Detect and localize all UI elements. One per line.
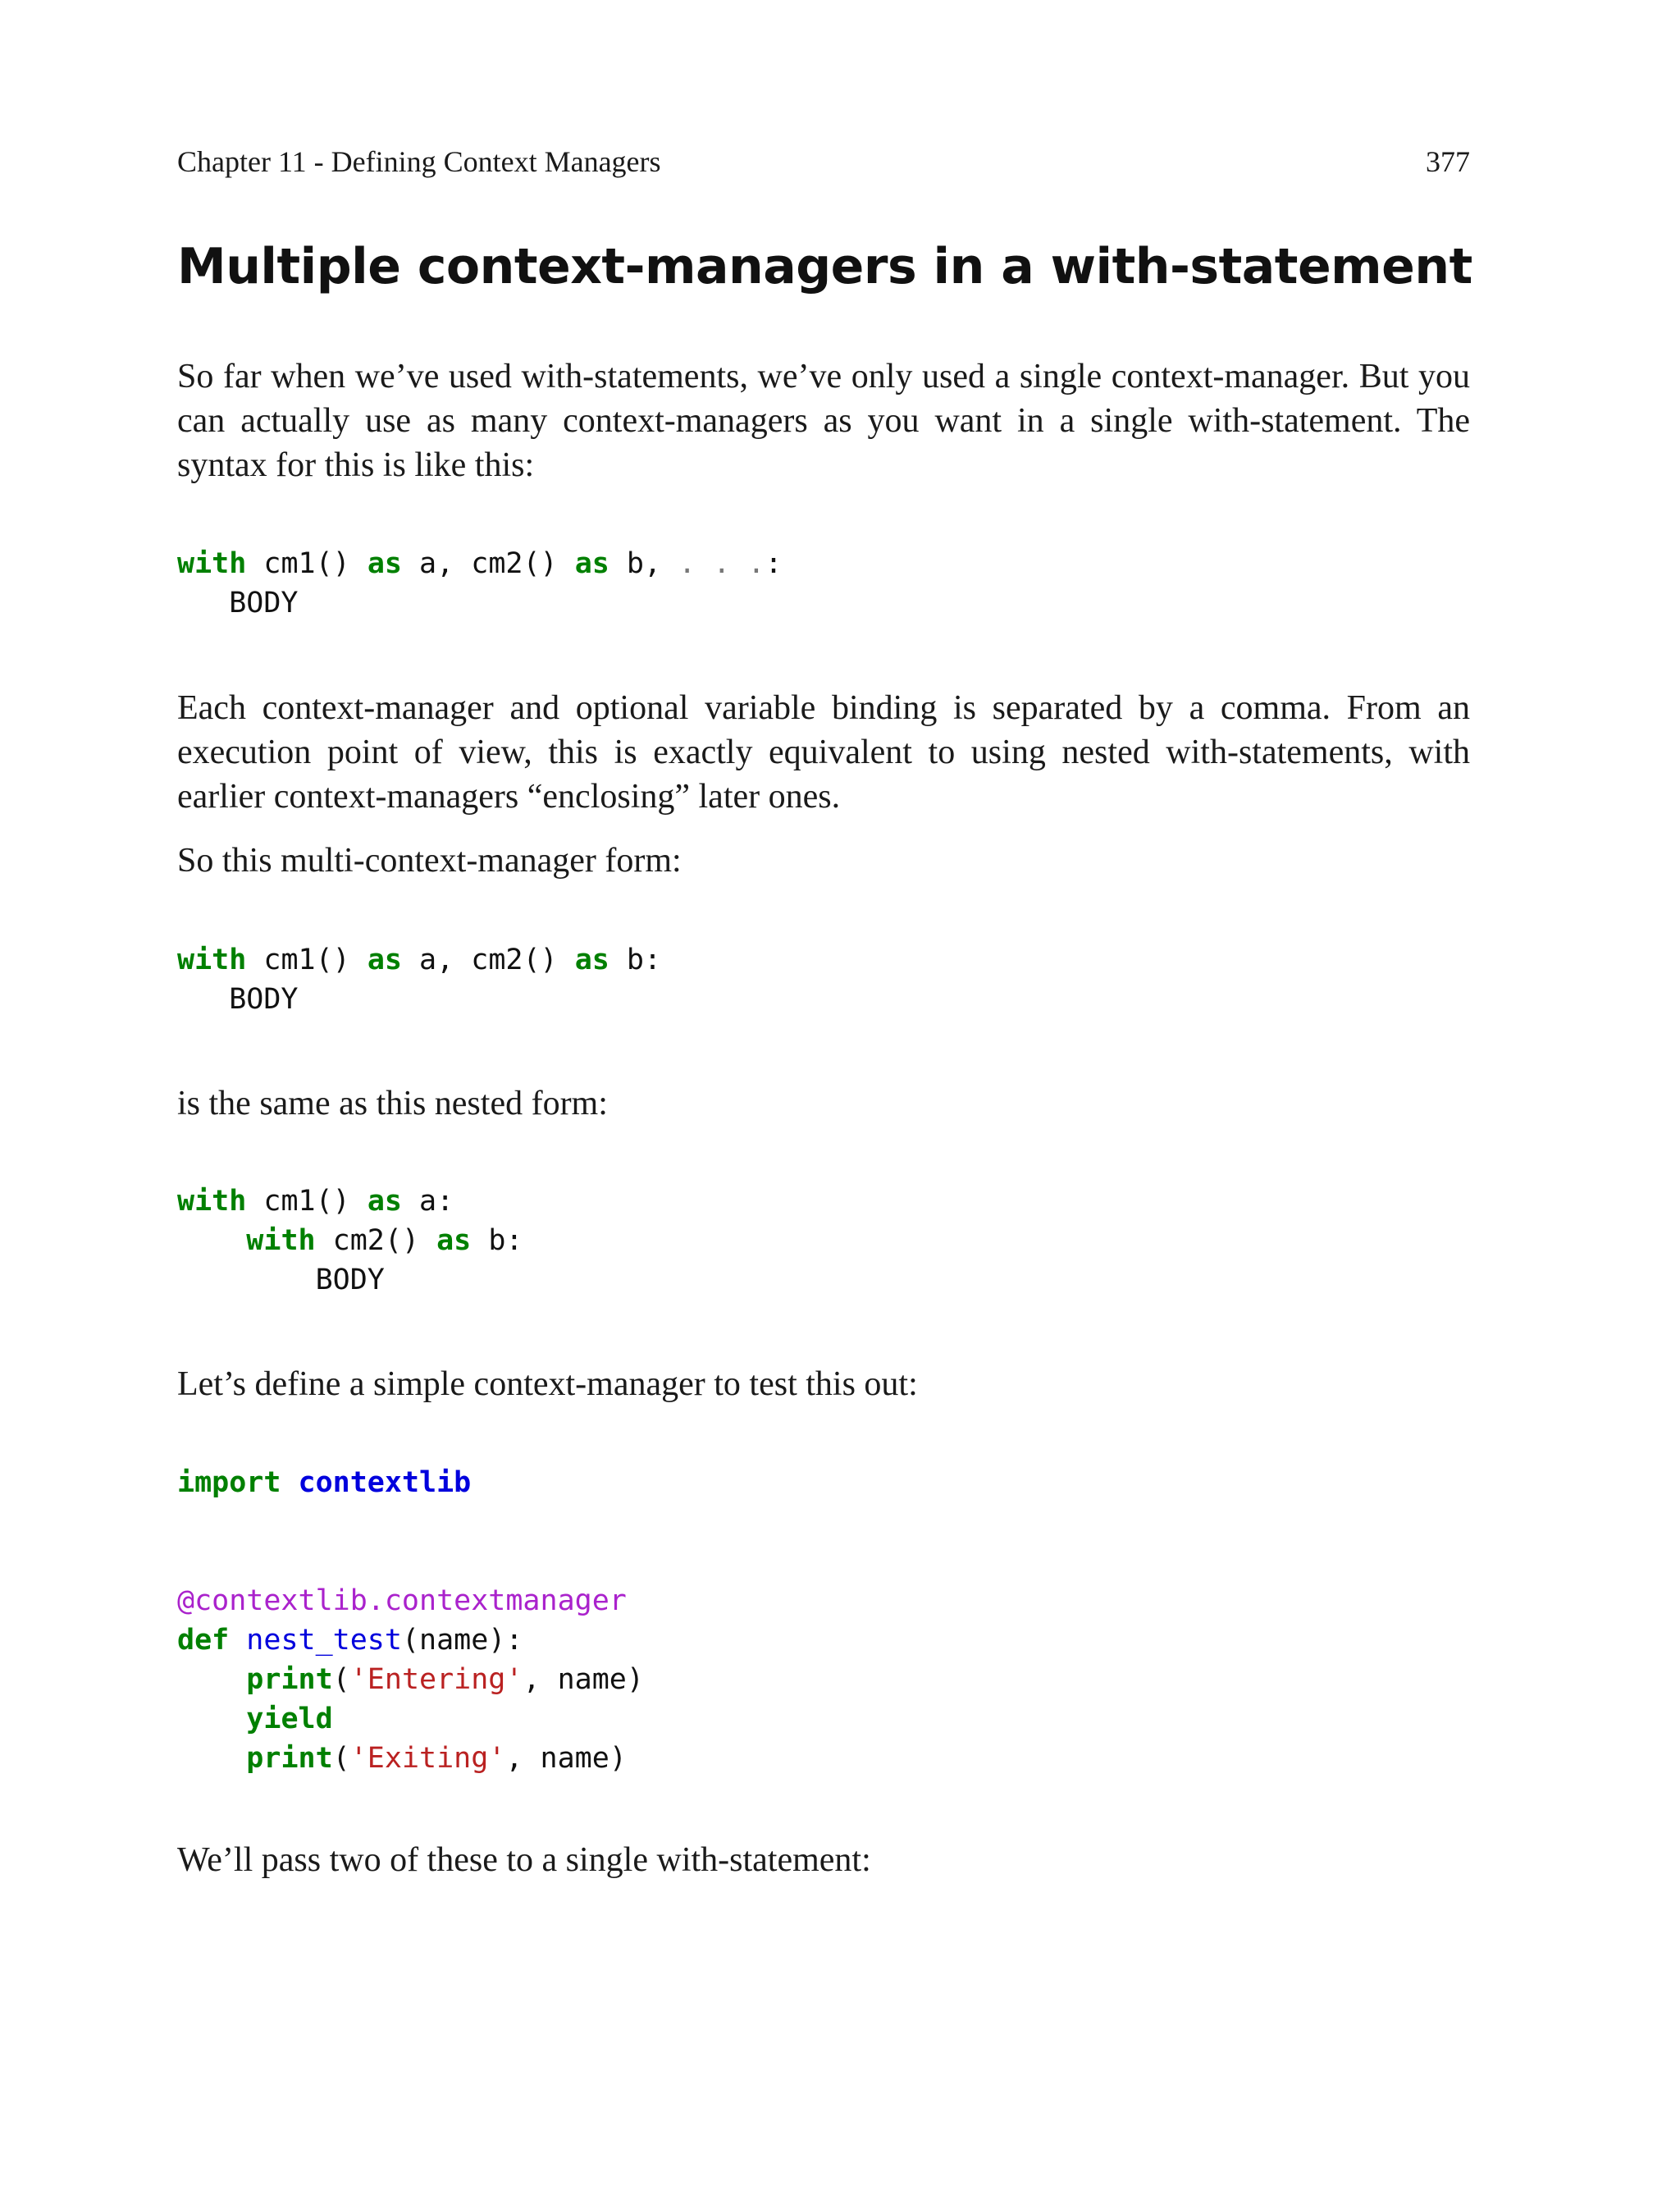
ellipsis: . . . [678,547,765,580]
code-line [177,940,661,980]
code-block-definition [177,1463,644,1778]
keyword: def [177,1624,230,1657]
blank-line [177,1502,644,1542]
code-line [177,1463,644,1502]
function-name: nest_test [246,1624,402,1657]
code-text: a, cm2() [401,547,575,580]
code-line [177,1581,644,1620]
page-header [177,144,1470,185]
code-text: , name) [505,1742,627,1775]
nested-form-paragraph: is the same as this nested form: [177,1085,608,1122]
code-text: cm1() [246,547,368,580]
code-line [177,1620,644,1660]
keyword: as [367,1185,402,1218]
code-line [177,1221,523,1260]
code-text: cm1() [246,1185,368,1218]
string-literal: 'Entering' [349,1663,523,1696]
code-text: cm1() [246,944,368,976]
keyword: as [574,547,609,580]
code-text: b: [609,944,662,976]
keyword: import [177,1466,281,1499]
code-text: ( [332,1663,350,1696]
code-text: b, [609,547,679,580]
module-name: contextlib [298,1466,472,1499]
code-line: BODY [177,1264,385,1296]
section-title: Multiple context-managers in a with-statement [177,238,1472,295]
code-text: b: [471,1224,523,1257]
indent [177,1703,246,1735]
keyword: with [177,547,247,580]
code-text: a: [401,1185,454,1218]
keyword: print [246,1742,333,1775]
separated-paragraph: Each context-manager and optional variable binding is separated by a comma. From an execution point of view, this is exactly equivalent to using nested with-statements, with earlier context-managers “enclosing” later ones. [177,689,1470,816]
code-block-nested [177,1182,523,1300]
keyword: with [177,944,247,976]
chapter-title: Chapter 11 - Defining Context Managers [177,145,661,178]
multi-form-paragraph: So this multi-context-manager form: [177,842,682,880]
indent [177,1224,246,1257]
keyword: with [177,1185,247,1218]
code-line: BODY [177,587,299,619]
code-line [177,544,783,583]
code-text: (name): [401,1624,523,1657]
code-text: cm2() [315,1224,437,1257]
keyword: as [574,944,609,976]
pass-two-paragraph: We’ll pass two of these to a single with-statement: [177,1841,871,1879]
code-text: , name) [523,1663,644,1696]
string-literal: 'Exiting' [349,1742,506,1775]
keyword: with [246,1224,316,1257]
indent [177,1663,246,1696]
page-number: 377 [1426,145,1470,178]
code-line [177,1699,644,1739]
code-text: : [765,547,783,580]
keyword: yield [246,1703,333,1735]
indent [177,1742,246,1775]
code-line [177,1739,644,1778]
code-line [177,1660,644,1699]
intro-paragraph: So far when we’ve used with-statements, we’ve only used a single context-manager. But you can actually use as many context-managers as you want in a single with-statement. The syntax for this is like this: [177,358,1470,484]
code-line [177,1182,523,1221]
code-block-multi [177,940,661,1019]
blank-line [177,1542,644,1581]
keyword: print [246,1663,333,1696]
code-line: BODY [177,983,299,1016]
code-text: a, cm2() [401,944,575,976]
decorator: @contextlib.contextmanager [177,1584,627,1617]
keyword: as [367,944,402,976]
keyword: as [436,1224,472,1257]
define-paragraph: Let’s define a simple context-manager to test this out: [177,1365,918,1403]
keyword: as [367,547,402,580]
code-block-syntax [177,544,783,623]
code-text: ( [332,1742,350,1775]
